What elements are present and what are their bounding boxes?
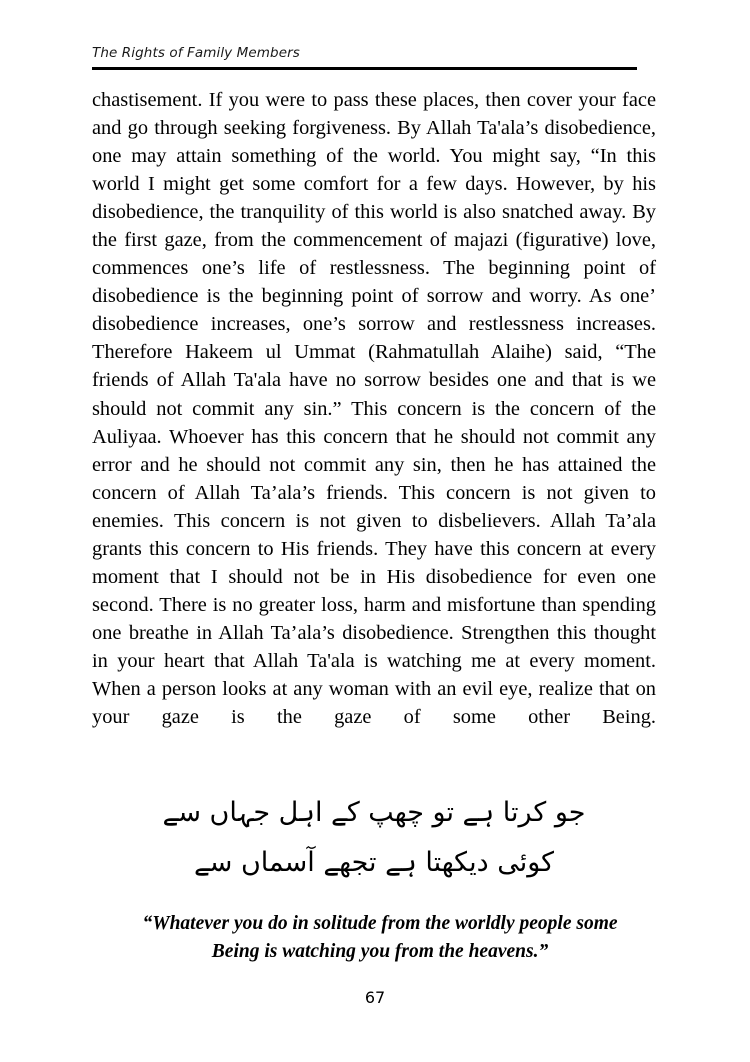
urdu-couplet-block bbox=[92, 790, 656, 886]
header-divider-rule bbox=[92, 67, 637, 70]
translation-line-2: Being is watching you from the heavens.” bbox=[211, 941, 549, 962]
translation-block bbox=[100, 910, 660, 966]
urdu-couplet-line-2: کوئی دیکھتا ہے تجھے آسماں سے bbox=[193, 847, 555, 878]
translation-line-1: “Whatever you do in solitude from the worldly people some bbox=[142, 913, 618, 934]
urdu-couplet-line-1: جو کرتا ہے تو چھپ کے اہل جہاں سے bbox=[162, 797, 586, 828]
page-header bbox=[92, 46, 637, 70]
running-header-title: The Rights of Family Members bbox=[92, 45, 300, 61]
body-text-block bbox=[92, 86, 656, 759]
page-number: 67 bbox=[364, 988, 386, 1007]
body-paragraph: chastisement. If you were to pass these places, then cover your face and go through seeking forgiveness. By Allah Ta'ala’s disobedience, one may attain something of the world. You might say, “In this world I might get some comfort for a few days. However, by his disobedience, the tranquility of this world is also snatched away. By the first gaze, from the commencement of majazi (figurative) love, commences one’s life of restlessness. The beginning point of disobedience is the beginning point of sorrow and worry. As one’ disobedience increases, one’s sorrow and restlessness increases. Therefore Hakeem ul Ummat (Rahmatullah Alaihe) said, “The friends of Allah Ta'ala have no sorrow besides one and that is we should not commit any sin.” This concern is the concern of the Auliyaa. Whoever has this concern that he should not commit any error and he should not commit any sin, then he has attained the concern of Allah Ta’ala’s friends. This concern is not given to enemies. This concern is not given to disbelievers. Allah Ta’ala grants this concern to His friends. They have this concern at every moment that I should not be in His disobedience for even one second. There is no greater loss, harm and misfortune than spending one breathe in Allah Ta’ala’s disobedience. Strengthen this thought in your heart that Allah Ta'ala is watching me at every moment. When a person looks at any woman with an evil eye, realize that on your gaze is the gaze of some other Being. bbox=[92, 89, 656, 729]
page-footer bbox=[0, 988, 750, 1008]
